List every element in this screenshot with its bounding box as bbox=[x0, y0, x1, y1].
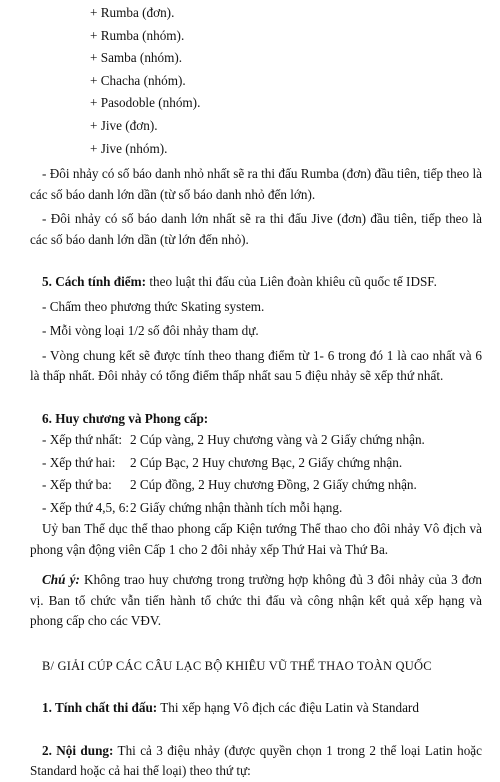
medal-rank: - Xếp thứ ba: bbox=[42, 477, 112, 493]
medal-rank: - Xếp thứ hai: bbox=[42, 454, 116, 470]
committee-paragraph: Uỷ ban Thể dục thể thao phong cấp Kiện tướng Thể thao cho đôi nhảy Vô địch và phong vận động viên Cấp 1 cho 2 đôi nhảy xếp Thứ Hai và Thứ Ba. bbox=[30, 521, 482, 557]
section-b-title: B/ GIẢI CÚP CÁC CÂU LẠC BỘ KHIÊU VŨ THỂ THAO TOÀN QUỐC bbox=[42, 658, 432, 673]
scoring-heading: 5. Cách tính điểm: bbox=[42, 274, 147, 290]
scoring-line: - Chấm theo phương thức Skating system. bbox=[42, 298, 265, 314]
list-item: + Rumba (đơn). bbox=[90, 5, 175, 20]
scoring-heading-text: theo luật thi đấu của Liên đoàn khiêu cũ quốc tế IDSF. bbox=[146, 274, 437, 290]
item-2-heading: 2. Nội dung: bbox=[42, 742, 114, 758]
note-paragraph bbox=[30, 570, 482, 632]
note-text: Không trao huy chương trong trường hợp không đủ 3 đôi nhảy của 3 đơn vị. Ban tổ chức vẫn tiến hành tổ chức thi đấu và công nhận kết quả xếp hạng và phong cấp cho các VĐV. bbox=[30, 572, 483, 629]
list-item: + Pasodoble (nhóm). bbox=[90, 95, 201, 111]
list-item: + Rumba (nhóm). bbox=[90, 27, 185, 43]
medal-award: 2 Giấy chứng nhận thành tích mỗi hạng. bbox=[130, 499, 343, 515]
medal-award: 2 Cúp vàng, 2 Huy chương vàng và 2 Giấy chứng nhận. bbox=[130, 432, 425, 448]
scoring-heading-line bbox=[30, 272, 482, 293]
medal-award: 2 Cúp Bạc, 2 Huy chương Bạc, 2 Giấy chứng nhận. bbox=[130, 454, 403, 470]
list-item: + Chacha (nhóm). bbox=[90, 72, 186, 88]
rule-paragraph: - Đôi nhảy có số báo danh lớn nhất sẽ ra thi đấu Jive (đơn) đầu tiên, tiếp theo là các số báo danh lớn dần (từ lớn đến nhỏ). bbox=[30, 211, 482, 247]
scoring-line: - Mỗi vòng loại 1/2 số đôi nhảy tham dự. bbox=[42, 323, 259, 339]
medal-rank: - Xếp thứ 4,5, 6: bbox=[42, 499, 129, 515]
scoring-line: - Vòng chung kết sẽ được tính theo thang điểm từ 1- 6 trong đó 1 là cao nhất và 6 là thấp nhất. Đôi nhảy có tổng điểm thấp nhất sau 5 điệu nhảy sẽ xếp thứ nhất. bbox=[30, 347, 482, 384]
dance-list bbox=[30, 0, 482, 160]
medal-rank: - Xếp thứ nhất: bbox=[42, 432, 123, 448]
medal-row bbox=[42, 474, 482, 497]
medal-row bbox=[42, 429, 482, 452]
note-label: Chú ý: bbox=[42, 572, 80, 588]
medal-row bbox=[42, 452, 482, 475]
medal-award: 2 Cúp đồng, 2 Huy chương Đồng, 2 Giấy chứng nhận. bbox=[130, 477, 417, 493]
list-item: + Jive (nhóm). bbox=[90, 140, 168, 156]
medals-heading: 6. Huy chương và Phong cấp: bbox=[42, 410, 209, 426]
section-b-item-1 bbox=[30, 698, 482, 719]
rule-paragraph: - Đôi nhảy có số báo danh nhỏ nhất sẽ ra thi đấu Rumba (đơn) đầu tiên, tiếp theo là các số báo danh lớn dần (từ số báo danh nhỏ đến lớn). bbox=[30, 166, 482, 202]
item-1-heading: 1. Tính chất thi đấu: bbox=[42, 700, 158, 716]
item-2-text: Thi cả 3 điệu nhảy (được quyền chọn 1 trong 2 thể loại Latin hoặc Standard hoặc cả hai thể loại) theo thứ tự: bbox=[30, 742, 482, 779]
item-1-text: Thi xếp hạng Vô địch các điệu Latin và Standard bbox=[157, 700, 419, 716]
medal-row bbox=[42, 497, 482, 520]
section-b-item-2 bbox=[30, 741, 482, 782]
medals-table bbox=[30, 429, 482, 519]
list-item: + Samba (nhóm). bbox=[90, 50, 183, 66]
list-item: + Jive (đơn). bbox=[90, 117, 158, 133]
